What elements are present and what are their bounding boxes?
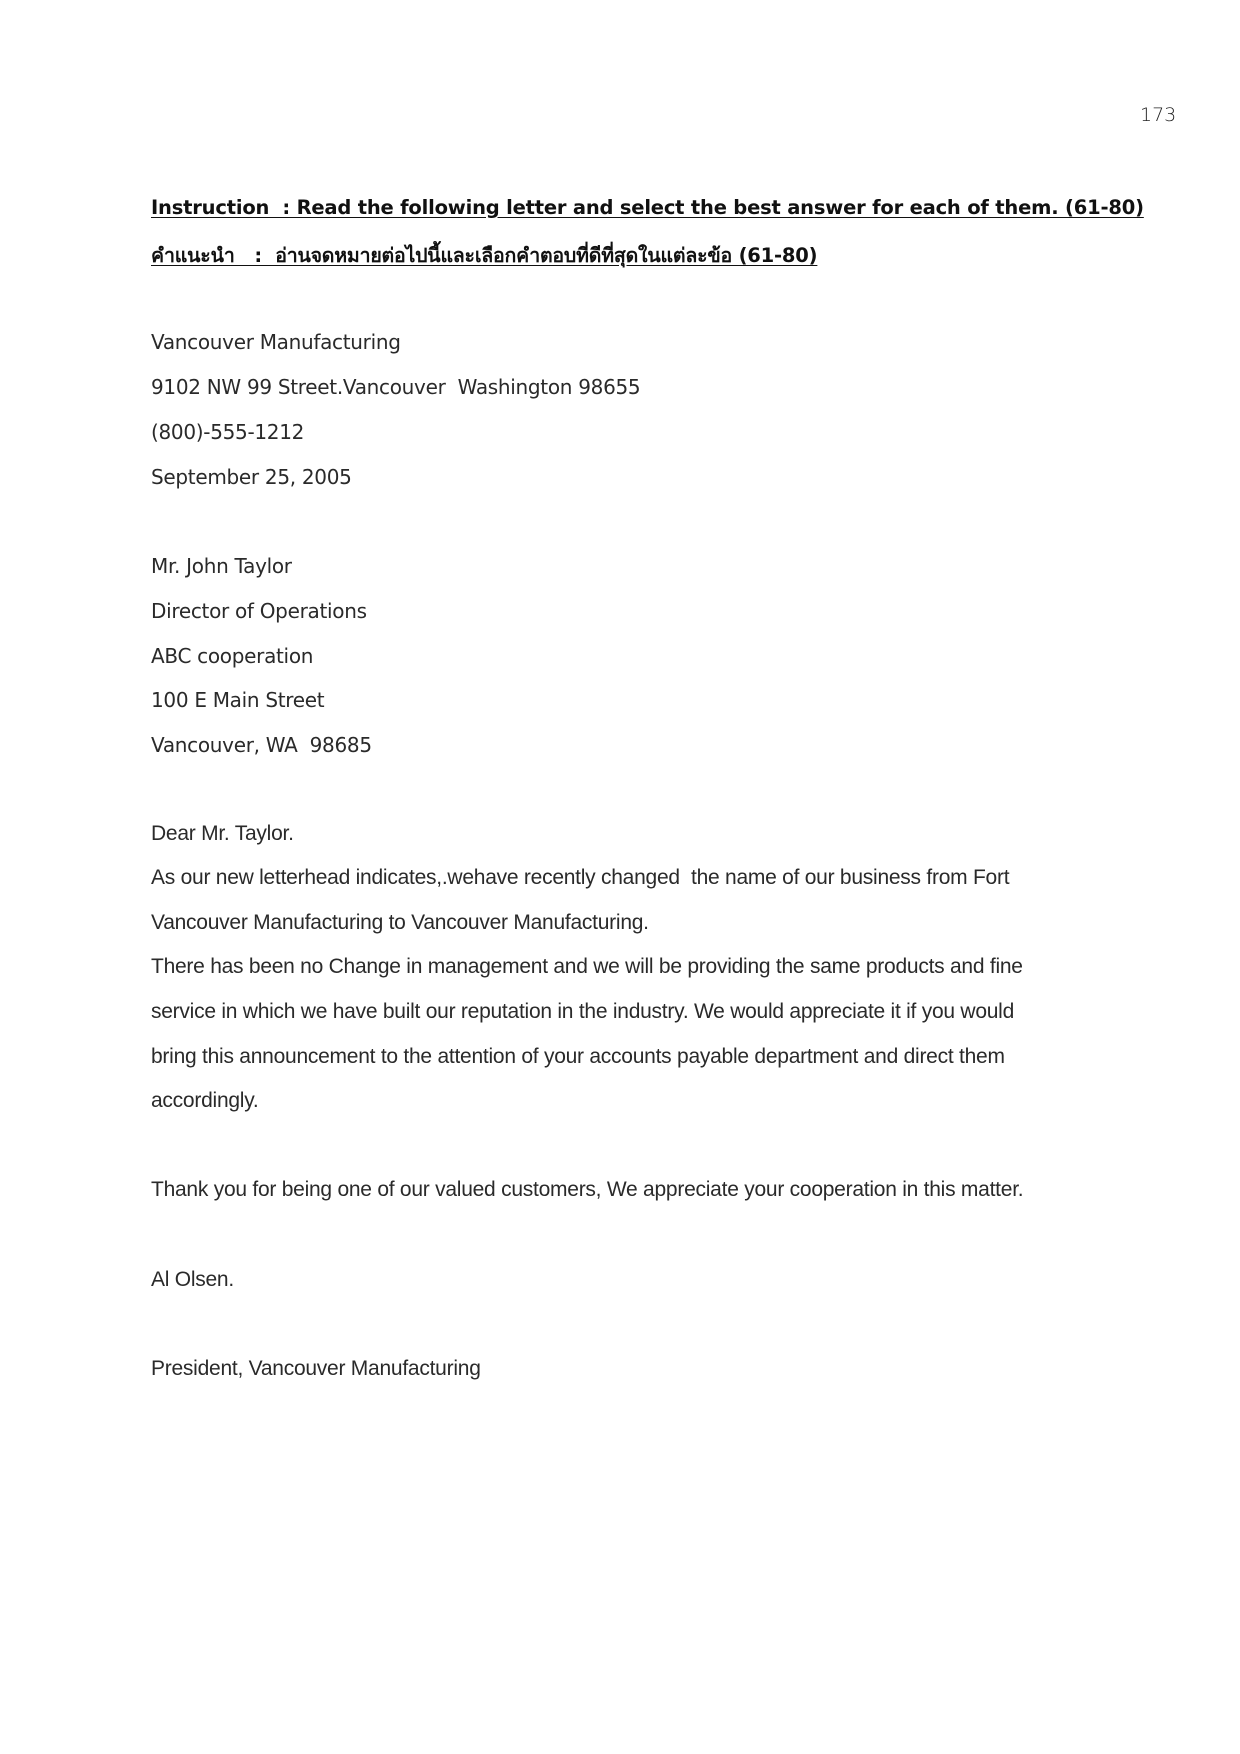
sender-phone: (800)-555-1212 <box>151 420 305 444</box>
body-line: bring this announcement to the attention of your accounts payable department and direct them <box>151 1045 1005 1068</box>
body-line: Vancouver Manufacturing to Vancouver Manufacturing. <box>151 911 649 934</box>
recipient-street: 100 E Main Street <box>151 688 325 712</box>
recipient-name: Mr. John Taylor <box>151 554 292 578</box>
body-line: service in which we have built our reputation in the industry. We would appreciate it if you would <box>151 1000 1015 1023</box>
body-line: There has been no Change in management and we will be providing the same products and fine <box>151 955 1023 978</box>
sender-company: Vancouver Manufacturing <box>151 330 401 354</box>
salutation: Dear Mr. Taylor. <box>151 822 294 845</box>
recipient-title: Director of Operations <box>151 599 367 623</box>
closing-line: Thank you for being one of our valued customers, We appreciate your cooperation in this matter. <box>151 1178 1024 1201</box>
recipient-company: ABC cooperation <box>151 644 314 668</box>
instruction-english: Instruction : Read the following letter and select the best answer for each of them. (61-80) <box>151 196 1144 219</box>
sender-address: 9102 NW 99 Street.Vancouver Washington 98655 <box>151 375 641 399</box>
instruction-thai: คำแนะนำ : อ่านจดหมายต่อไปนี้และเลือกคำตอบที่ดีที่สุดในแต่ละข้อ (61-80) <box>151 244 818 267</box>
body-line: As our new letterhead indicates,.wehave recently changed the name of our business from Fort <box>151 866 1010 889</box>
page-number: 173 <box>1140 104 1177 126</box>
signature-title: President, Vancouver Manufacturing <box>151 1357 481 1380</box>
letter-date: September 25, 2005 <box>151 465 352 489</box>
body-line: accordingly. <box>151 1089 259 1112</box>
signature-name: Al Olsen. <box>151 1268 234 1291</box>
recipient-city: Vancouver, WA 98685 <box>151 733 372 757</box>
